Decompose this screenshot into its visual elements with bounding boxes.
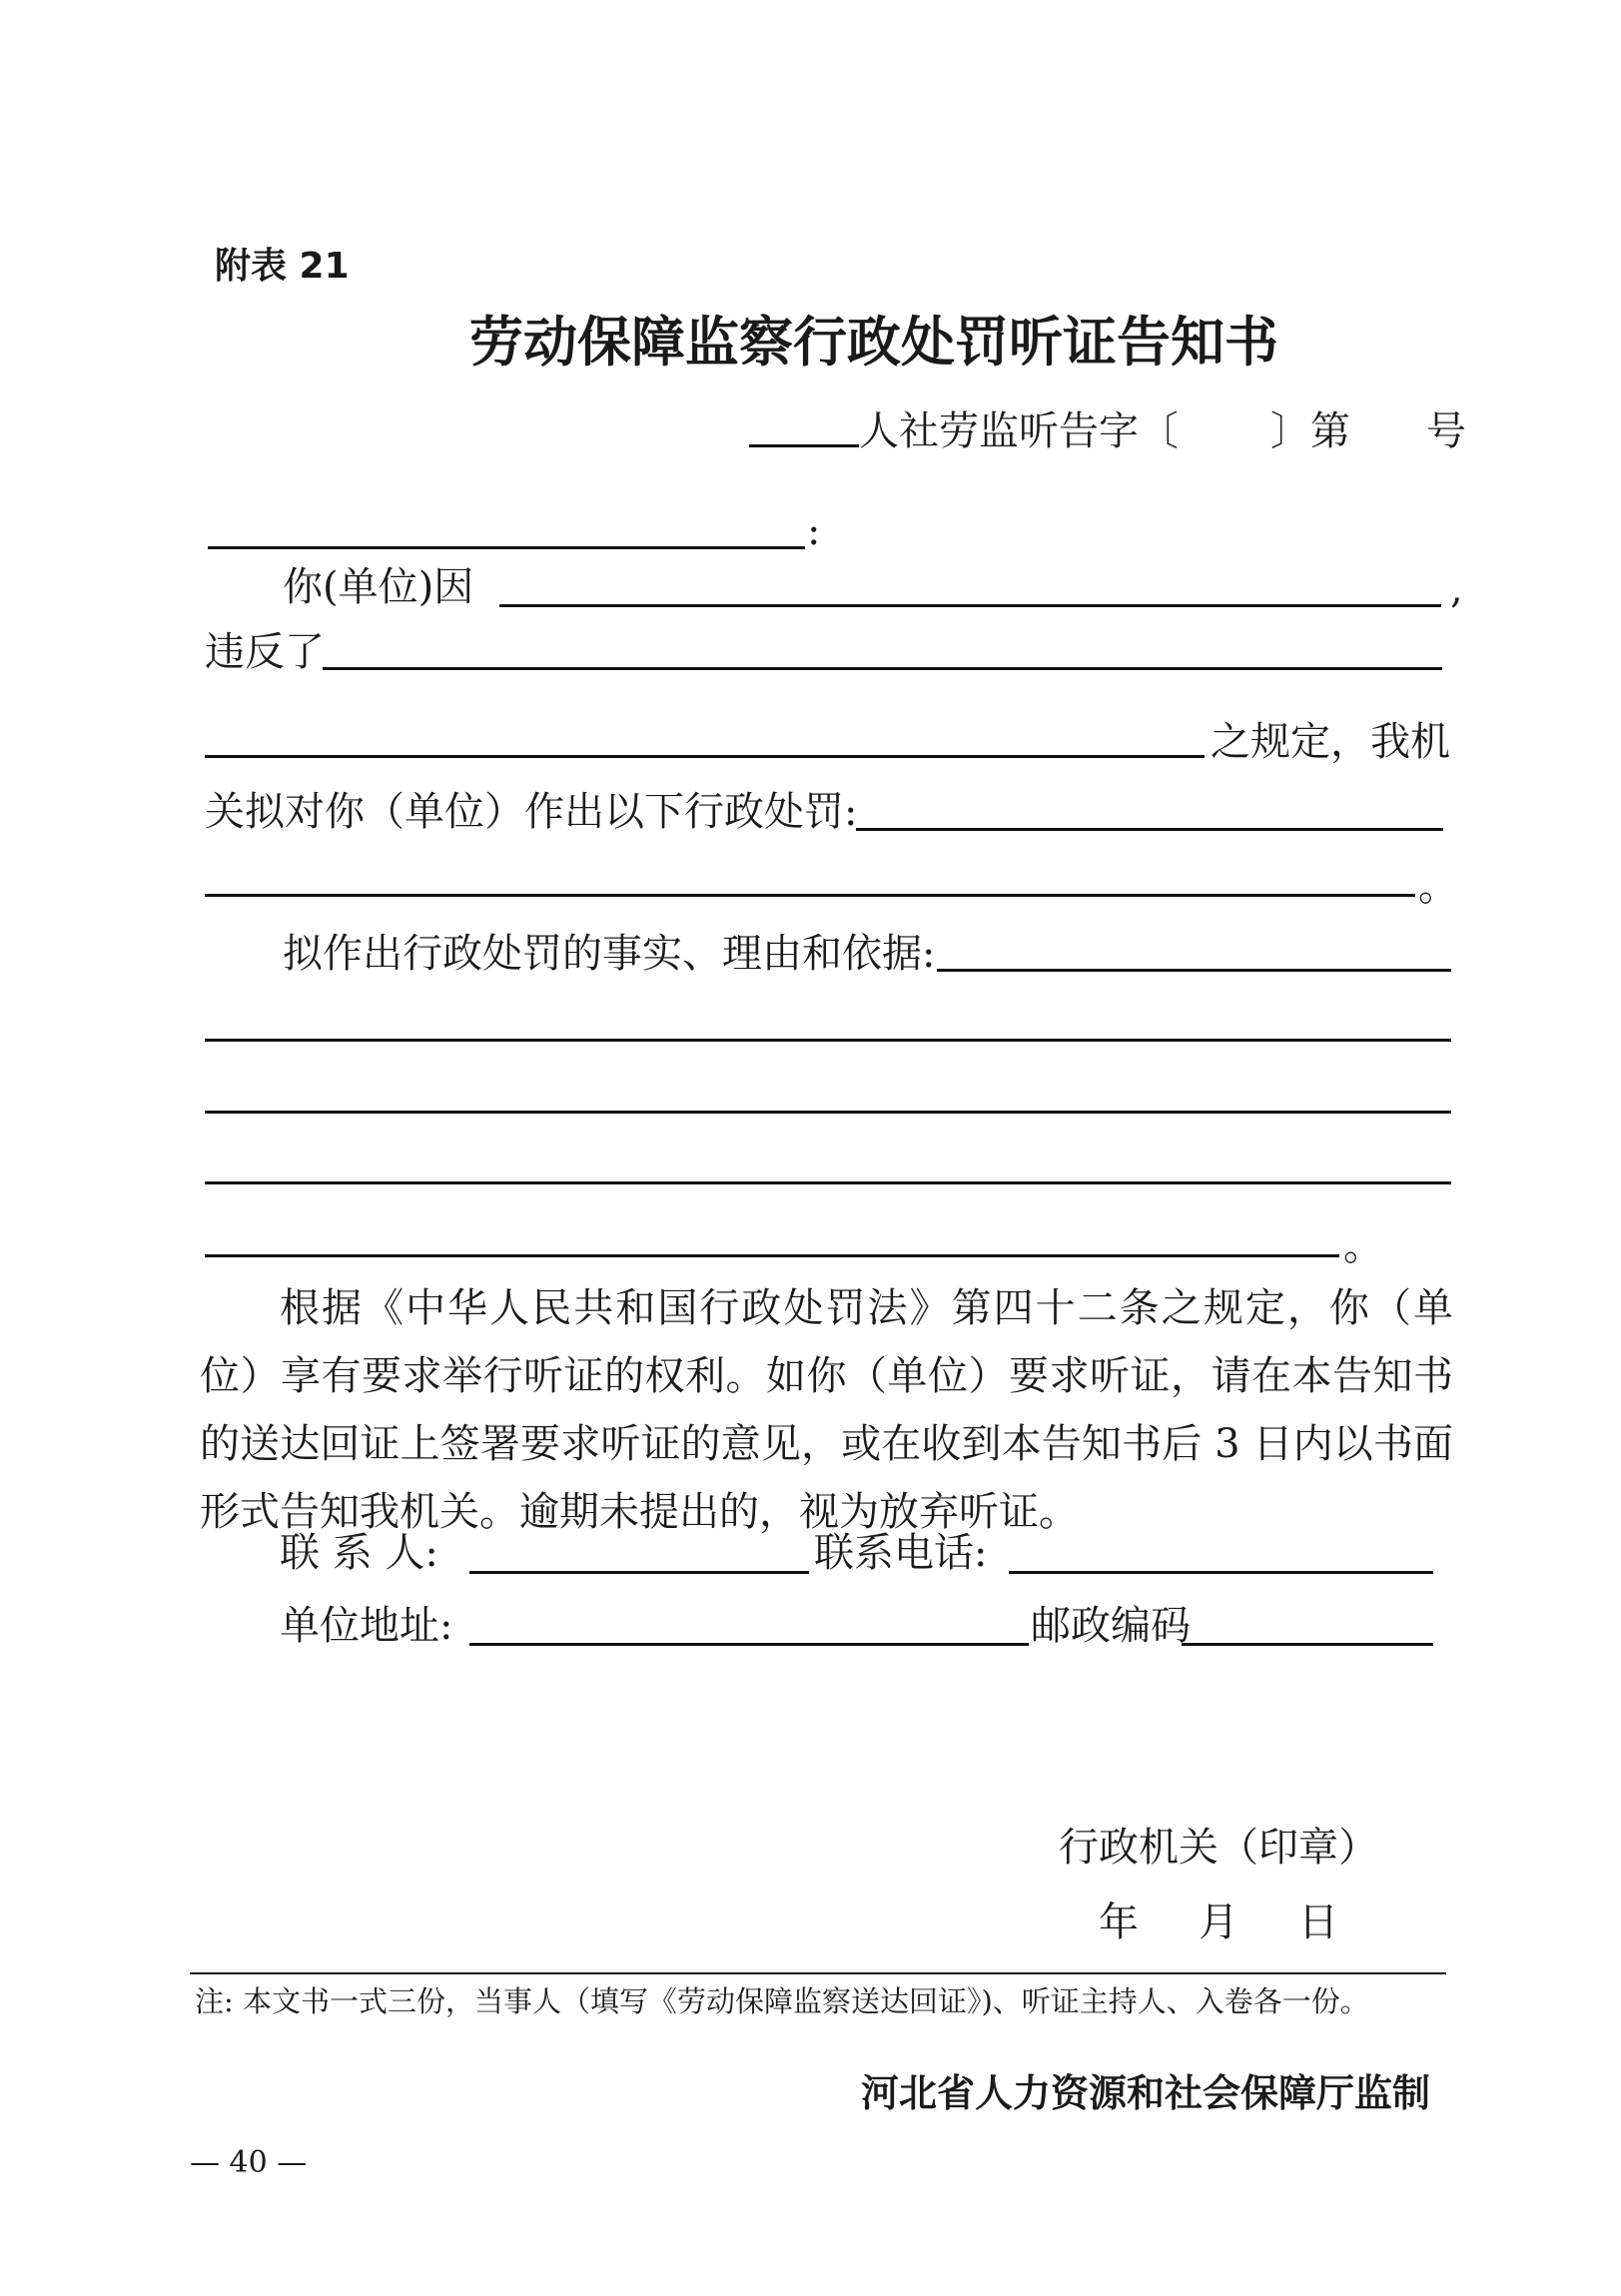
doc-number-suffix: 号 [1426,408,1466,454]
facts-blank-4[interactable] [205,1181,1451,1184]
date-day: 日 [1298,1900,1338,1945]
penalty-blank-1[interactable] [856,828,1443,831]
addressee-blank[interactable] [208,546,805,549]
reason-blank[interactable] [499,604,1441,607]
period-1: 。 [1418,864,1458,910]
page-number: — 40 — [190,2145,308,2180]
because-label: 你(单位)因 [283,564,474,610]
document-title: 劳动保障监察行政处罚听证告知书 [469,311,1278,374]
date-month: 月 [1199,1900,1238,1945]
date-year: 年 [1099,1900,1139,1945]
addressee-colon: : [807,508,821,554]
hearing-rights-paragraph: 根据《中华人民共和国行政处罚法》第四十二条之规定，你（单位）享有要求举行听证的权利。如你（单位）要求听证，请在本告知书的送达回证上签署要求听证的意见，或在收到本告知书后 3 日内以书面形式告知我机关。逾期未提出的，视为放弃听证。 [200,1285,1453,1535]
contact-person-blank[interactable] [469,1571,809,1574]
violated-label: 违反了 [205,629,325,675]
facts-label: 拟作出行政处罚的事实、理由和依据: [283,931,936,977]
doc-number-text: 人社劳监听告字〔 [859,408,1179,454]
facts-blank-3[interactable] [205,1111,1451,1114]
intend-text: 关拟对你（单位）作出以下行政处罚: [205,789,858,835]
violated-law-blank[interactable] [323,667,1442,670]
seal-label: 行政机关（印章） [1059,1825,1378,1871]
attachment-label: 附表 21 [215,246,350,287]
postal-code-blank[interactable] [1182,1643,1433,1646]
doc-number-bracket-close: 〕第 [1270,408,1350,454]
facts-blank-5[interactable] [205,1254,1339,1257]
address-blank[interactable] [469,1643,1029,1646]
period-2: 。 [1343,1223,1383,1269]
comma: , [1450,566,1463,612]
note-divider [190,1972,1446,1974]
contact-person-label: 联 系 人: [280,1530,438,1576]
contact-phone-label: 联系电话: [814,1530,988,1576]
address-label: 单位地址: [280,1603,453,1649]
issuer-blank[interactable] [749,444,859,447]
provision-text: 之规定，我机 [1211,719,1450,765]
facts-blank-2[interactable] [205,1039,1451,1042]
note-text: 注: 本文书一式三份，当事人（填写《劳动保障监察送达回证》)、听证主持人、入卷各一份。 [195,1984,1369,2018]
provision-blank[interactable] [205,755,1205,758]
facts-blank-1[interactable] [937,969,1451,972]
contact-phone-blank[interactable] [1009,1571,1433,1574]
supervisor-text: 河北省人力资源和社会保障厅监制 [861,2071,1431,2115]
postal-code-label: 邮政编码 [1031,1603,1191,1649]
penalty-blank-2[interactable] [205,894,1415,897]
